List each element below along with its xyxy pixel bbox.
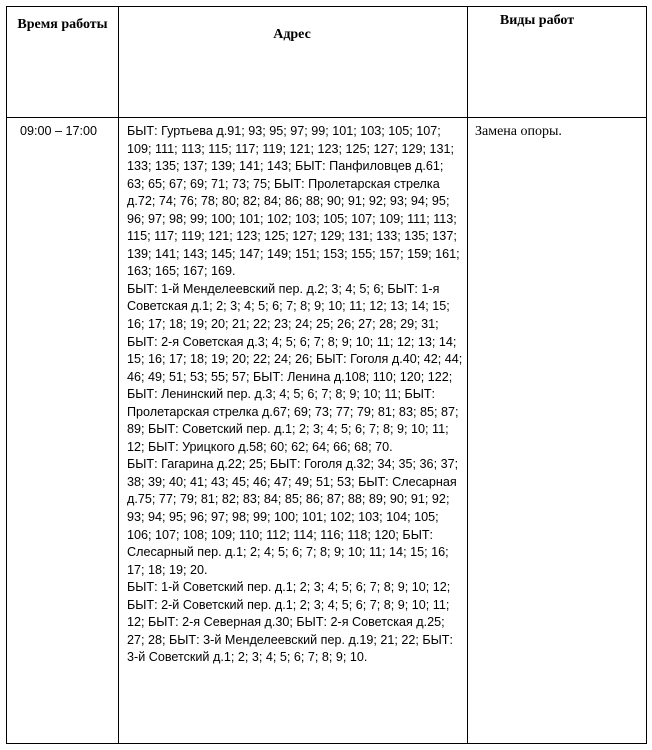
work-type-value: Замена опоры. xyxy=(475,124,562,139)
header-address-label: Адрес xyxy=(273,27,311,42)
header-cell-address xyxy=(119,7,468,118)
header-work-type-label: Виды работ xyxy=(499,13,575,28)
address-block: БЫТ: Гуртьева д.91; 93; 95; 97; 99; 101; 103; 105; 107; 109; 111; 113; 115; 117; 119; 121; 123; 125; 127; 129; 131; 133; 135; 137; 139; 141; 143; БЫТ: Панфиловцев д.61; 63; 65; 67; 69; 71; 73; 75; БЫТ: Пролетарская стрелка д.72; 74; 76; 78; 80; 82; 84; 86; 88; 90; 91; 92; 93; 94; 95; 96; 97; 98; 99; 100; 101; 102; 103; 105; 107; 109; 111; 113; 115; 117; 119; 121; 123; 125; 127; 129; 131; 133; 135; 137; 139; 141; 143; 145; 147; 149; 151; 153; 155; 157; 159; 161; 163; 165; 167; 169. xyxy=(127,124,460,279)
table-header-row xyxy=(7,7,647,118)
work-type-cell xyxy=(468,118,647,744)
address-block: БЫТ: Гагарина д.22; 25; БЫТ: Гоголя д.32; 34; 35; 36; 37; 38; 39; 40; 41; 43; 45; 46; 47; 49; 51; 53; БЫТ: Слесарная д.75; 77; 79; 81; 82; 83; 84; 85; 86; 87; 88; 89; 90; 91; 92; 93; 94; 95; 96; 97; 98; 99; 100; 101; 102; 103; 104; 105; 106; 107; 108; 109; 110; 112; 114; 116; 118; 120; БЫТ: Слесарный пер. д.1; 2; 4; 5; 6; 7; 8; 9; 10; 11; 14; 15; 16; 17; 18; 19; 20. xyxy=(127,457,459,577)
address-block: БЫТ: 1-й Советский пер. д.1; 2; 3; 4; 5; 6; 7; 8; 9; 10; 12; БЫТ: 2-й Советский пер. д.1; 2; 3; 4; 5; 6; 7; 8; 9; 10; 11; 12; БЫТ: 2-я Северная д.30; БЫТ: 2-я Советская д.25; 27; 28; БЫТ: 3-й Менделеевский пер. д.19; 21; 22; БЫТ: 3-й Советский д.1; 2; 3; 4; 5; 6; 7; 8; 9; 10. xyxy=(127,580,453,665)
time-cell xyxy=(7,118,119,744)
work-time-value: 09:00 – 17:00 xyxy=(19,124,98,138)
outage-schedule-table xyxy=(6,6,647,744)
address-cell xyxy=(119,118,468,744)
header-cell-time xyxy=(7,7,119,118)
address-block: БЫТ: 1-й Менделеевский пер. д.2; 3; 4; 5; 6; БЫТ: 1-я Советская д.1; 2; 3; 4; 5; 6; 7; 8; 9; 10; 11; 12; 13; 14; 15; 16; 17; 18; 19; 20; 21; 22; 23; 24; 25; 26; 27; 28; 29; 31; БЫТ: 2-я Советская д.3; 4; 5; 6; 7; 8; 9; 10; 11; 12; 13; 14; 15; 16; 17; 18; 19; 20; 22; 24; 26; БЫТ: Гоголя д.40; 42; 44; 46; 49; 51; 53; 55; 57; БЫТ: Ленина д.108; 110; 120; 122; БЫТ: Ленинский пер. д.3; 4; 5; 6; 7; 8; 9; 10; 11; БЫТ: Пролетарская стрелка д.67; 69; 73; 77; 79; 81; 83; 85; 87; 89; БЫТ: Советский пер. д.1; 2; 3; 4; 5; 6; 7; 8; 9; 10; 11; 12; БЫТ: Урицкого д.58; 60; 62; 64; 66; 68; 70. xyxy=(127,281,463,454)
header-cell-work-type xyxy=(468,7,647,118)
header-time-label: Время работы xyxy=(17,17,108,32)
table-row xyxy=(7,118,647,744)
